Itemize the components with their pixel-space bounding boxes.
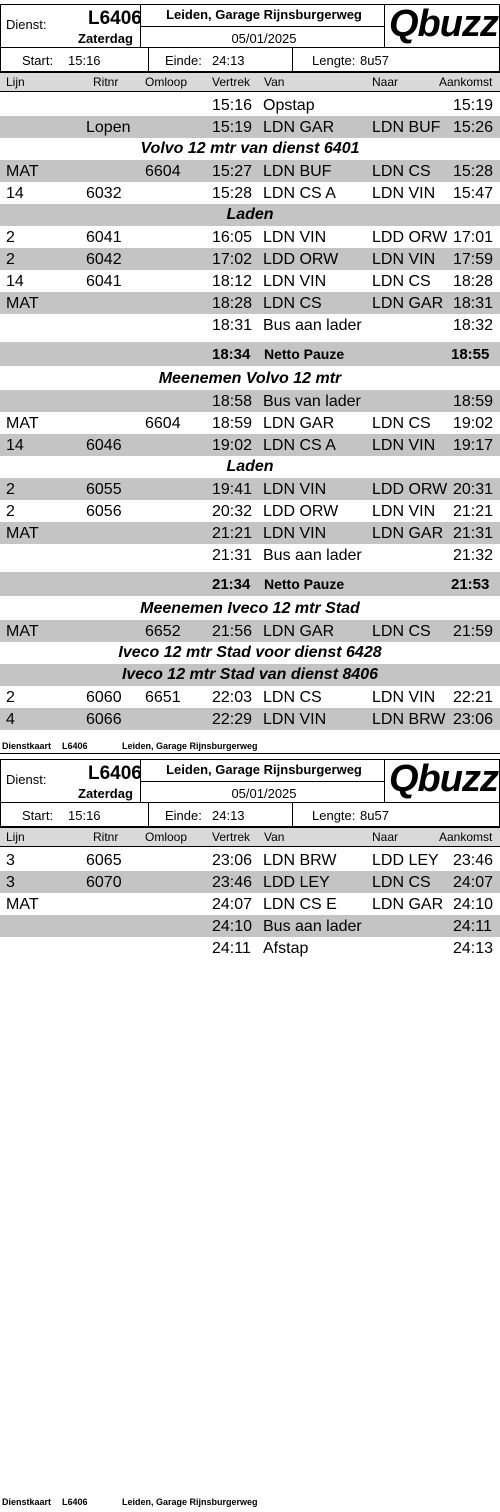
lengte-label: Lengte:: [312, 53, 356, 68]
cell-vertrek: 21:21: [212, 525, 253, 542]
schedule-row: [0, 478, 500, 500]
cell-omloop: 6652: [145, 623, 181, 640]
cell-ritnr: 6046: [86, 437, 122, 454]
cell-naar: LDD ORW: [372, 229, 448, 246]
col-aankomst: Aankomst: [439, 830, 493, 844]
cell-lijn: 14: [6, 185, 24, 202]
col-aankomst: Aankomst: [439, 75, 493, 89]
cell-vertrek: 19:02: [212, 437, 253, 454]
cell-omloop: 6651: [145, 689, 181, 706]
dienst-label: Dienst:: [6, 17, 47, 32]
cell-aankomst: 18:28: [453, 273, 494, 290]
col-vertrek: Vertrek: [212, 830, 251, 844]
schedule-row: [0, 849, 500, 871]
col-omloop: Omloop: [145, 830, 188, 844]
section-heading: Meenemen Iveco 12 mtr Stad: [140, 600, 360, 617]
schedule-row: [0, 226, 500, 248]
cell-aankomst: 21:32: [453, 547, 494, 564]
header-date: 05/01/2025: [231, 31, 297, 46]
cell-naar: LDN CS: [372, 415, 431, 432]
dienst-day: Zaterdag: [78, 31, 133, 46]
cell-van: LDN CS: [263, 295, 322, 312]
cell-van: Netto Pauze: [264, 576, 345, 592]
cell-vertrek: 18:59: [212, 415, 253, 432]
col-naar: Naar: [372, 75, 399, 89]
start-time: 15:16: [68, 53, 101, 68]
lengte-value: 8u57: [360, 808, 389, 823]
cell-van: LDN VIN: [263, 273, 327, 290]
header-location: Leiden, Garage Rijnsburgerweg: [166, 762, 362, 777]
cell-vertrek: 24:11: [212, 940, 251, 957]
cell-vertrek: 18:34: [212, 346, 251, 363]
page-separator: [0, 753, 500, 754]
cell-ritnr: Lopen: [86, 119, 131, 136]
cell-vertrek: 23:06: [212, 852, 253, 869]
cell-lijn: MAT: [6, 525, 39, 542]
cell-van: LDN CS A: [263, 185, 336, 202]
col-lijn: Lijn: [6, 830, 25, 844]
schedule-row: [0, 915, 500, 937]
cell-lijn: 2: [6, 251, 15, 268]
schedule-rows-page-2: [0, 849, 500, 959]
cell-lijn: 4: [6, 711, 15, 728]
cell-van: LDN CS E: [263, 896, 337, 913]
cell-naar: LDD ORW: [372, 481, 448, 498]
cell-aankomst: 19:02: [453, 415, 494, 432]
col-naar: Naar: [372, 830, 399, 844]
cell-aankomst: 21:21: [453, 503, 494, 520]
cell-van: LDD LEY: [263, 874, 330, 891]
qbuzz-logo: Qbuzz: [389, 3, 498, 45]
pauze-row: [0, 342, 500, 366]
col-lijn: Lijn: [6, 75, 25, 89]
start-label: Start:: [22, 53, 54, 68]
cell-naar: LDN GAR: [372, 896, 444, 913]
lengte-value: 8u57: [360, 53, 389, 68]
footer-code: L6406: [62, 1497, 88, 1507]
cell-naar: LDN BRW: [372, 711, 446, 728]
schedule-row: [0, 871, 500, 893]
cell-van: Opstap: [263, 97, 315, 114]
cell-aankomst: 18:32: [453, 317, 494, 334]
lengte-label: Lengte:: [312, 808, 356, 823]
cell-naar: LDN VIN: [372, 437, 436, 454]
cell-ritnr: 6060: [86, 689, 122, 706]
cell-aankomst: 21:31: [453, 525, 494, 542]
cell-van: LDD ORW: [263, 503, 339, 520]
cell-aankomst: 18:55: [451, 346, 490, 363]
col-van: Van: [264, 75, 285, 89]
einde-label: Einde:: [165, 808, 202, 823]
cell-ritnr: 6032: [86, 185, 122, 202]
cell-aankomst: 24:11: [453, 918, 492, 935]
cell-ritnr: 6056: [86, 503, 122, 520]
cell-lijn: 3: [6, 874, 15, 891]
schedule-row: [0, 708, 500, 730]
cell-naar: LDN GAR: [372, 295, 444, 312]
footer-label: Dienstkaart: [2, 741, 52, 751]
cell-lijn: 3: [6, 852, 15, 869]
cell-omloop: 6604: [145, 415, 181, 432]
col-ritnr: Ritnr: [93, 830, 119, 844]
cell-vertrek: 19:41: [212, 481, 253, 498]
cell-vertrek: 24:07: [212, 896, 253, 913]
cell-vertrek: 18:12: [212, 273, 253, 290]
section-heading: Volvo 12 mtr van dienst 6401: [140, 140, 360, 157]
section-heading: Laden: [0, 204, 500, 226]
cell-naar: LDN VIN: [372, 185, 436, 202]
footer-location: Leiden, Garage Rijnsburgerweg: [122, 1497, 258, 1507]
cell-aankomst: 21:59: [453, 623, 494, 640]
header-location: Leiden, Garage Rijnsburgerweg: [166, 7, 362, 22]
schedule-row: [0, 686, 500, 708]
cell-aankomst: 17:01: [453, 229, 494, 246]
cell-van: Bus aan lader: [263, 317, 362, 334]
schedule-row: [0, 620, 500, 642]
schedule-row: [0, 314, 500, 336]
cell-van: LDN VIN: [263, 229, 327, 246]
column-header: [0, 827, 500, 847]
schedule-row: [0, 412, 500, 434]
cell-aankomst: 24:13: [453, 940, 494, 957]
cell-van: Bus aan lader: [263, 918, 362, 935]
cell-naar: LDN CS: [372, 273, 431, 290]
section-heading: Laden: [226, 458, 274, 475]
cell-vertrek: 15:27: [212, 163, 253, 180]
schedule-row: [0, 248, 500, 270]
cell-van: LDN BRW: [263, 852, 337, 869]
dienst-day: Zaterdag: [78, 786, 133, 801]
dienst-code: L6406: [88, 8, 142, 29]
schedule-row: [0, 500, 500, 522]
col-ritnr: Ritnr: [93, 75, 119, 89]
schedule-row: [0, 116, 500, 138]
cell-omloop: 6604: [145, 163, 181, 180]
schedule-row: [0, 390, 500, 412]
cell-aankomst: 21:53: [451, 576, 490, 593]
cell-lijn: 14: [6, 273, 24, 290]
cell-van: Netto Pauze: [264, 346, 345, 362]
dienstkaart-page-1: [0, 0, 500, 728]
footer-location: Leiden, Garage Rijnsburgerweg: [122, 741, 258, 751]
cell-lijn: 2: [6, 229, 15, 246]
cell-van: LDN GAR: [263, 119, 335, 136]
col-omloop: Omloop: [145, 75, 188, 89]
cell-vertrek: 15:28: [212, 185, 253, 202]
cell-vertrek: 18:58: [212, 393, 253, 410]
schedule-row: [0, 160, 500, 182]
page-header-2: [0, 755, 500, 849]
cell-aankomst: 24:07: [453, 874, 494, 891]
header-divider: [140, 781, 385, 782]
cell-naar: LDD LEY: [372, 852, 439, 869]
cell-naar: LDN BUF: [372, 119, 441, 136]
cell-van: LDN CS: [263, 689, 322, 706]
header-divider: [140, 26, 385, 27]
section-heading: Meenemen Volvo 12 mtr: [158, 370, 342, 387]
cell-aankomst: 23:06: [453, 711, 494, 728]
schedule-row: [0, 937, 500, 959]
cell-ritnr: 6055: [86, 481, 122, 498]
dienstkaart-page-2: [0, 755, 500, 957]
cell-lijn: 2: [6, 689, 15, 706]
cell-aankomst: 22:21: [453, 689, 494, 706]
cell-vertrek: 18:28: [212, 295, 253, 312]
cell-naar: LDN VIN: [372, 251, 436, 268]
start-time: 15:16: [68, 808, 101, 823]
section-heading: Iveco 12 mtr Stad van dienst 8406: [0, 664, 500, 686]
cell-van: Afstap: [263, 940, 309, 957]
header-date: 05/01/2025: [231, 786, 297, 801]
cell-lijn: MAT: [6, 295, 39, 312]
cell-vertrek: 22:29: [212, 711, 253, 728]
footer-code: L6406: [62, 741, 88, 751]
schedule-row: [0, 434, 500, 456]
cell-aankomst: 19:17: [453, 437, 494, 454]
cell-naar: LDN VIN: [372, 503, 436, 520]
cell-vertrek: 18:31: [212, 317, 253, 334]
cell-naar: LDN CS: [372, 623, 431, 640]
footer-label: Dienstkaart: [2, 1497, 52, 1507]
cell-van: LDD ORW: [263, 251, 339, 268]
cell-aankomst: 15:28: [453, 163, 494, 180]
schedule-row: [0, 292, 500, 314]
cell-naar: LDN GAR: [372, 525, 444, 542]
einde-time: 24:13: [212, 53, 245, 68]
cell-ritnr: 6070: [86, 874, 122, 891]
cell-vertrek: 24:10: [212, 918, 253, 935]
cell-lijn: 2: [6, 503, 15, 520]
dienst-code: L6406: [88, 763, 142, 784]
cell-aankomst: 15:19: [453, 97, 494, 114]
cell-lijn: 14: [6, 437, 24, 454]
cell-aankomst: 23:46: [453, 852, 494, 869]
cell-naar: LDN CS: [372, 874, 431, 891]
cell-vertrek: 21:31: [212, 547, 253, 564]
schedule-rows-page-1: [0, 94, 500, 730]
cell-van: LDN GAR: [263, 415, 335, 432]
einde-label: Einde:: [165, 53, 202, 68]
cell-aankomst: 20:31: [453, 481, 494, 498]
schedule-row: [0, 544, 500, 566]
dienst-label: Dienst:: [6, 772, 47, 787]
cell-aankomst: 17:59: [453, 251, 494, 268]
cell-van: LDN VIN: [263, 711, 327, 728]
einde-time: 24:13: [212, 808, 245, 823]
cell-lijn: MAT: [6, 415, 39, 432]
qbuzz-logo: Qbuzz: [389, 758, 498, 800]
schedule-row: [0, 893, 500, 915]
cell-lijn: MAT: [6, 163, 39, 180]
cell-aankomst: 18:31: [453, 295, 494, 312]
cell-vertrek: 15:19: [212, 119, 253, 136]
cell-vertrek: 20:32: [212, 503, 253, 520]
cell-vertrek: 17:02: [212, 251, 253, 268]
section-heading: Iveco 12 mtr Stad voor dienst 6428: [118, 644, 382, 661]
col-van: Van: [264, 830, 285, 844]
cell-vertrek: 21:56: [212, 623, 253, 640]
column-header: [0, 72, 500, 92]
cell-van: LDN CS A: [263, 437, 336, 454]
cell-vertrek: 15:16: [212, 97, 253, 114]
cell-ritnr: 6042: [86, 251, 122, 268]
pauze-row: [0, 572, 500, 596]
cell-van: Bus van lader: [263, 393, 361, 410]
cell-ritnr: 6041: [86, 273, 122, 290]
col-vertrek: Vertrek: [212, 75, 251, 89]
cell-vertrek: 22:03: [212, 689, 253, 706]
schedule-row: [0, 270, 500, 292]
schedule-row: [0, 94, 500, 116]
cell-aankomst: 18:59: [453, 393, 494, 410]
cell-ritnr: 6065: [86, 852, 122, 869]
page-header: [0, 0, 500, 94]
schedule-row: [0, 522, 500, 544]
cell-van: Bus aan lader: [263, 547, 362, 564]
cell-ritnr: 6041: [86, 229, 122, 246]
cell-vertrek: 23:46: [212, 874, 253, 891]
cell-van: LDN GAR: [263, 623, 335, 640]
cell-naar: LDN VIN: [372, 689, 436, 706]
schedule-row: [0, 182, 500, 204]
cell-aankomst: 24:10: [453, 896, 494, 913]
cell-lijn: 2: [6, 481, 15, 498]
cell-aankomst: 15:26: [453, 119, 494, 136]
cell-van: LDN VIN: [263, 525, 327, 542]
cell-lijn: MAT: [6, 623, 39, 640]
cell-van: LDN BUF: [263, 163, 332, 180]
cell-naar: LDN CS: [372, 163, 431, 180]
start-label: Start:: [22, 808, 54, 823]
cell-aankomst: 15:47: [453, 185, 494, 202]
cell-van: LDN VIN: [263, 481, 327, 498]
cell-ritnr: 6066: [86, 711, 122, 728]
cell-vertrek: 21:34: [212, 576, 251, 593]
cell-lijn: MAT: [6, 896, 39, 913]
cell-vertrek: 16:05: [212, 229, 253, 246]
